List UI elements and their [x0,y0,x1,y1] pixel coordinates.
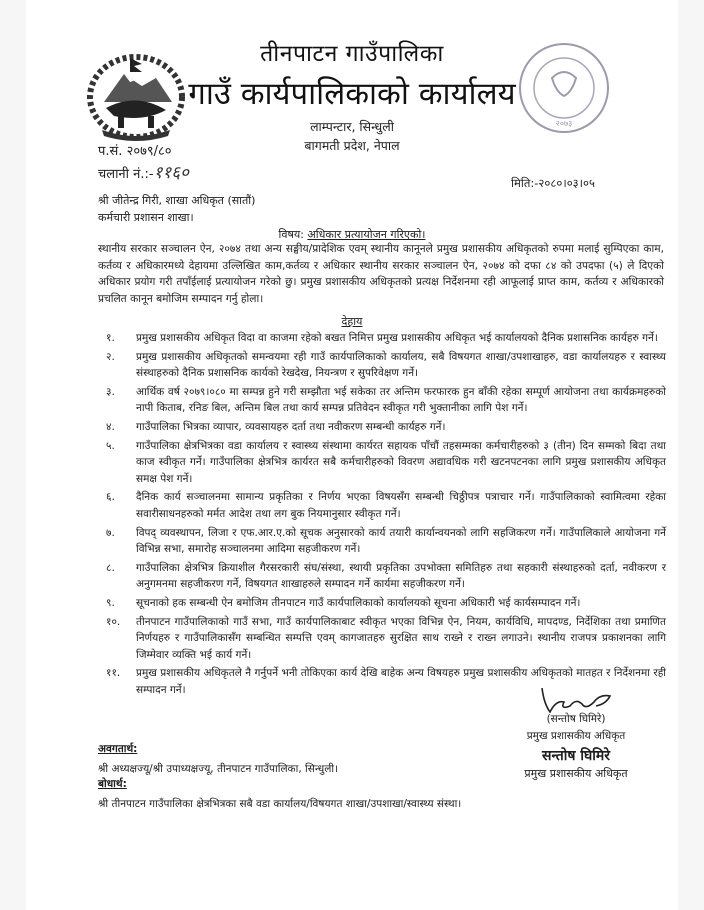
list-item: ७. विपद् व्यवस्थापन, लिजा र एफ.आर.ए.को सूचक अनुसारको कार्य तयारी कार्यान्वयनको लागि सहजिकरण गर्ने। गाउँपालिकाले आयोजना गर्ने विभिन्न सभा, समारोह सञ्चालनमा आदिमा सहजीकरण गर्ने। [106,526,666,556]
letter-page [26,0,678,910]
letter-number: प.सं. २०७९/८० [98,144,172,159]
for-information-heading: अवगतार्थ: [98,743,138,755]
subject-line [26,227,678,242]
municipality-name: तीनपाटन गाउँपालिका [260,41,444,67]
list-item: ११. प्रमुख प्रशासकीय अधिकृतले नै गर्नुपर्ने भनी तोकिएका कार्य देखि बाहेक अन्य विषयहरु प्रमुख प्रशासकीय अधिकृतको मातहत र निर्देशनमा रही सम्पादन गर्ने। [106,667,666,696]
list-item: १. प्रमुख प्रशासकीय अधिकृत विदा वा काजमा रहेको बखत निमित्त प्रमुख प्रशासकीय अधिकृत भई कार्यालयको दैनिक प्रशासनिक कार्यहरु गर्ने। [106,332,658,344]
body-paragraph: स्थानीय सरकार सञ्चालन ऐन, २०७४ तथा अन्य सङ्घीय/प्रादेशिक एवम् स्थानीय कानूनले प्रमुख प्रशासकीय अधिकृतको रुपमा मलाई सुम्पिएका काम, कर्तव्य र अधिकारमध्ये देहायमा उल्लिखित काम,कर्तव्य र अधिकार स्थानीय सरकार सञ्चालन ऐन, २०७४ को दफा ८४ को उपदफा (५) ले दिएको अधिकार प्रयोग गरी तपाँईलाई प्रत्यायोजन गरेको छु। प्रमुख प्रशासकीय अधिकृतको प्रत्यक्ष निर्देशनमा रही आफूलाई प्राप्त काम, कर्तव्य र अधिकारको प्रचलित कानून बमोजिम सम्पादन गर्नु होला। [98,243,664,305]
list-item: ३. आर्थिक वर्ष २०७९।०८० मा सम्पन्न हुने गरी सम्झौता भई सकेका तर अन्तिम फरफारक हुन बाँकी रहेका सम्पूर्ण आयोजना तथा कार्यक्रमहरुको नापी किताब, रनिङ बिल, अन्तिम बिल तथा कार्य सम्पन्न प्रतिवेदन स्वीकृत गरी भुक्तानीका लागि पेश गर्ने। [106,385,666,415]
list-item: ९. सूचनाको हक सम्बन्धी ऐन बमोजिम तीनपाटन गाउँ कार्यपालिकाको कार्यालयको सूचना अधिकारी भई कार्यसम्पादन गर्ने। [106,596,581,609]
signatory-title: प्रमुख प्रशासकीय अधिकृत [526,730,626,742]
address-line-2: बागमती प्रदेश, नेपाल [304,138,400,153]
list-heading: देहाय [341,315,363,328]
list-item: १०. तीनपाटन गाउँपालिकाको गाउँ सभा, गाउँ कार्यपालिकाबाट स्वीकृत भएका विभिन्न ऐन, नियम, कार्यविधि, मापदण्ड, निर्देशिका तथा प्रमाणित निर्णयहरु र गाउँपालिकासँग सम्बन्धित सम्पत्ति एवम् कागजातहरु सुरक्षित साथ राख्ने र राख्न लगाउने। स्थानीय राजपत्र प्रकाशनका लागि जिम्मेवार व्यक्ति भई कार्य गर्ने। [106,615,666,661]
signatory-name: (सन्तोष घिमिरे) [546,713,606,725]
subject-text: अधिकार प्रत्यायोजन गरिएको। [307,228,426,241]
for-information-recipients: श्री अध्यक्षज्यू/श्री उपाध्यक्षज्यू, तीनपाटन गाउँपालिका, सिन्धुली। [98,763,339,775]
for-notice-heading: बोधार्थ: [98,778,127,790]
dispatch-number-label: चलानी नं.:- [98,167,154,182]
delegated-duties-list [106,330,666,700]
list-item: ६. दैनिक कार्य सञ्चालनमा सामान्य प्रकृतिका र निर्णय भएका विषयसँग सम्बन्धी चिठ्ठीपत्र पत्राचार गर्ने। गाउँपालिकाको स्वामित्वमा रहेका सवारीसाधनहरुको मर्मत आदेश तथा लग बुक नियमानुसार स्वीकृत गर्ने। [106,491,666,520]
list-item: ५. गाउँपालिका क्षेत्रभित्रका वडा कार्यालय र स्वास्थ्य संस्थामा कार्यरत सहायक पाँचौं तहसम्मका कर्मचारीहरुको ३ (तीन) दिन सम्मको बिदा तथा काज स्वीकृत गर्ने। गाउँपालिका क्षेत्रभित्र कार्यरत सबै कर्मचारीहरुको विवरण अद्यावधिक गरी खटनपटनका लागि प्रमुख प्रशासकीय अधिकृत समक्ष पेश गर्ने। [106,439,666,485]
title-stamp: प्रमुख प्रशासकीय अधिकृत [524,767,628,780]
svg-text:२०७३: २०७३ [555,119,573,128]
dispatch-number-value: ११६० [153,163,189,183]
subject-label: विषय: [278,228,308,241]
letter-date: मिति:-२०८०।०३।०५ [511,176,595,190]
address-line-1: लाम्पन्टार, सिन्धुली [310,119,394,134]
office-title: गाउँ कार्यपालिकाको कार्यालय [188,76,516,112]
recipient-name: श्री जीतेन्द्र गिरी, शाखा अधिकृत (सातौं) [98,194,256,207]
list-item: ४. गाउँपालिका भित्रका व्यापार, व्यवसायहरु दर्ता तथा नवीकरण सम्बन्धी कार्यहरु गर्ने। [106,420,446,433]
list-item: ८. गाउँपालिका क्षेत्रभित्र क्रियाशील गैरसरकारी संघ/संस्था, स्थायी प्रकृतिका उपभोक्ता समितिहरु तथा सहकारी संस्थाहरुको दर्ता, नवीकरण र अनुगमनमा सहजीकरण गर्ने, विषयगत शाखाहरुले सम्पादन गर्ने कार्यमा सहजीकरण गर्ने। [106,561,666,591]
for-notice-recipients: श्री तीनपाटन गाउँपालिका क्षेत्रभित्रका सबै वडा कार्यालय/विषयगत शाखा/उपशाखा/स्वास्थ्य संस्था। [98,798,462,810]
recipient-department: कर्मचारी प्रशासन शाखा। [98,211,194,224]
list-item: २. प्रमुख प्रशासकीय अधिकृतको समन्वयमा रही गाउँ कार्यपालिकाको कार्यालय, सबै विषयगत शाखा/उपशाखाहरु, वडा कार्यालयहरु र स्वास्थ्य संस्थाहरुको दैनिक प्रशासनिक कार्यको रेखदेख, नियन्त्रण र सुपरिवेक्षण गर्ने। [106,350,666,380]
name-stamp: सन्तोष घिमिरे [542,748,610,764]
dispatch-number [98,160,189,183]
